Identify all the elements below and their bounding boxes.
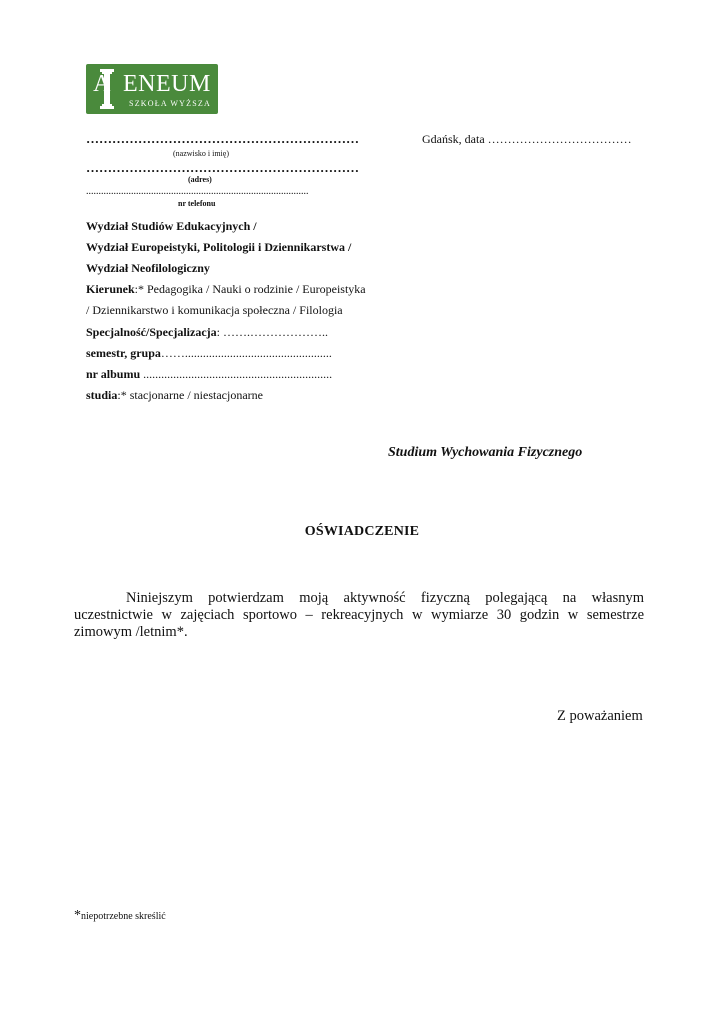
faculty-line-3: Wydział Neofilologiczny (86, 261, 210, 275)
semestr-value: ……................................................. (160, 346, 332, 360)
album-label: nr albumu (86, 367, 141, 381)
kierunek-field (86, 281, 366, 297)
name-caption: (nazwisko i imię) (173, 149, 229, 158)
name-dots: ……………………………………………………… (86, 131, 359, 146)
closing: Z poważaniem (557, 708, 643, 724)
studia-label: studia (86, 388, 118, 402)
logo-wordmark-left: A (93, 71, 111, 97)
specjalnosc-label: Specjalność/Specjalizacja (86, 325, 217, 339)
logo-subtitle: SZKOŁA WYŻSZA (129, 99, 211, 108)
studia-field (86, 387, 263, 403)
specjalnosc-value: : …….……………….. (216, 325, 328, 339)
semestr-field (86, 345, 332, 361)
kierunek-value-continued: / Dziennikarstwo i komunikacja społeczna / Filologia (86, 303, 343, 317)
phone-dots: ......................................................................................... (86, 186, 309, 197)
logo-wordmark-right: ENEUM (123, 71, 211, 97)
faculty-line-2: Wydział Europeistyki, Politologii i Dziennikarstwa / (86, 240, 352, 254)
footnote-star: * (74, 908, 81, 923)
semestr-label: semestr, grupa (86, 346, 161, 360)
place-date: Gdańsk, data ……………………………… (422, 132, 632, 146)
phone-caption: nr telefonu (178, 199, 216, 208)
kierunek-value: :* Pedagogika / Nauki o rodzinie / Europeistyka (134, 282, 366, 296)
album-field (86, 366, 332, 382)
ateneum-logo (86, 64, 218, 114)
address-dots: ……………………………………………………… (86, 160, 359, 175)
faculty-line-1: Wydział Studiów Edukacyjnych / (86, 219, 257, 233)
footnote (74, 908, 166, 924)
kierunek-label: Kierunek (86, 282, 135, 296)
specjalnosc-field (86, 324, 328, 340)
album-value: ............................................................... (140, 367, 333, 381)
document-title: OŚWIADCZENIE (304, 524, 420, 539)
logo-wordmark (86, 71, 218, 97)
studia-value: :* stacjonarne / niestacjonarne (117, 388, 263, 402)
address-caption: (adres) (188, 175, 212, 184)
footnote-text: niepotrzebne skreślić (81, 911, 166, 922)
statement-paragraph: Niniejszym potwierdzam moją aktywność fizyczną polegającą na własnym uczestnictwie w zajęciach sportowo – rekreacyjnych w wymiarze 30 godzin w semestrze zimowym /letnim*. (74, 590, 644, 640)
recipient: Studium Wychowania Fizycznego (388, 445, 583, 460)
